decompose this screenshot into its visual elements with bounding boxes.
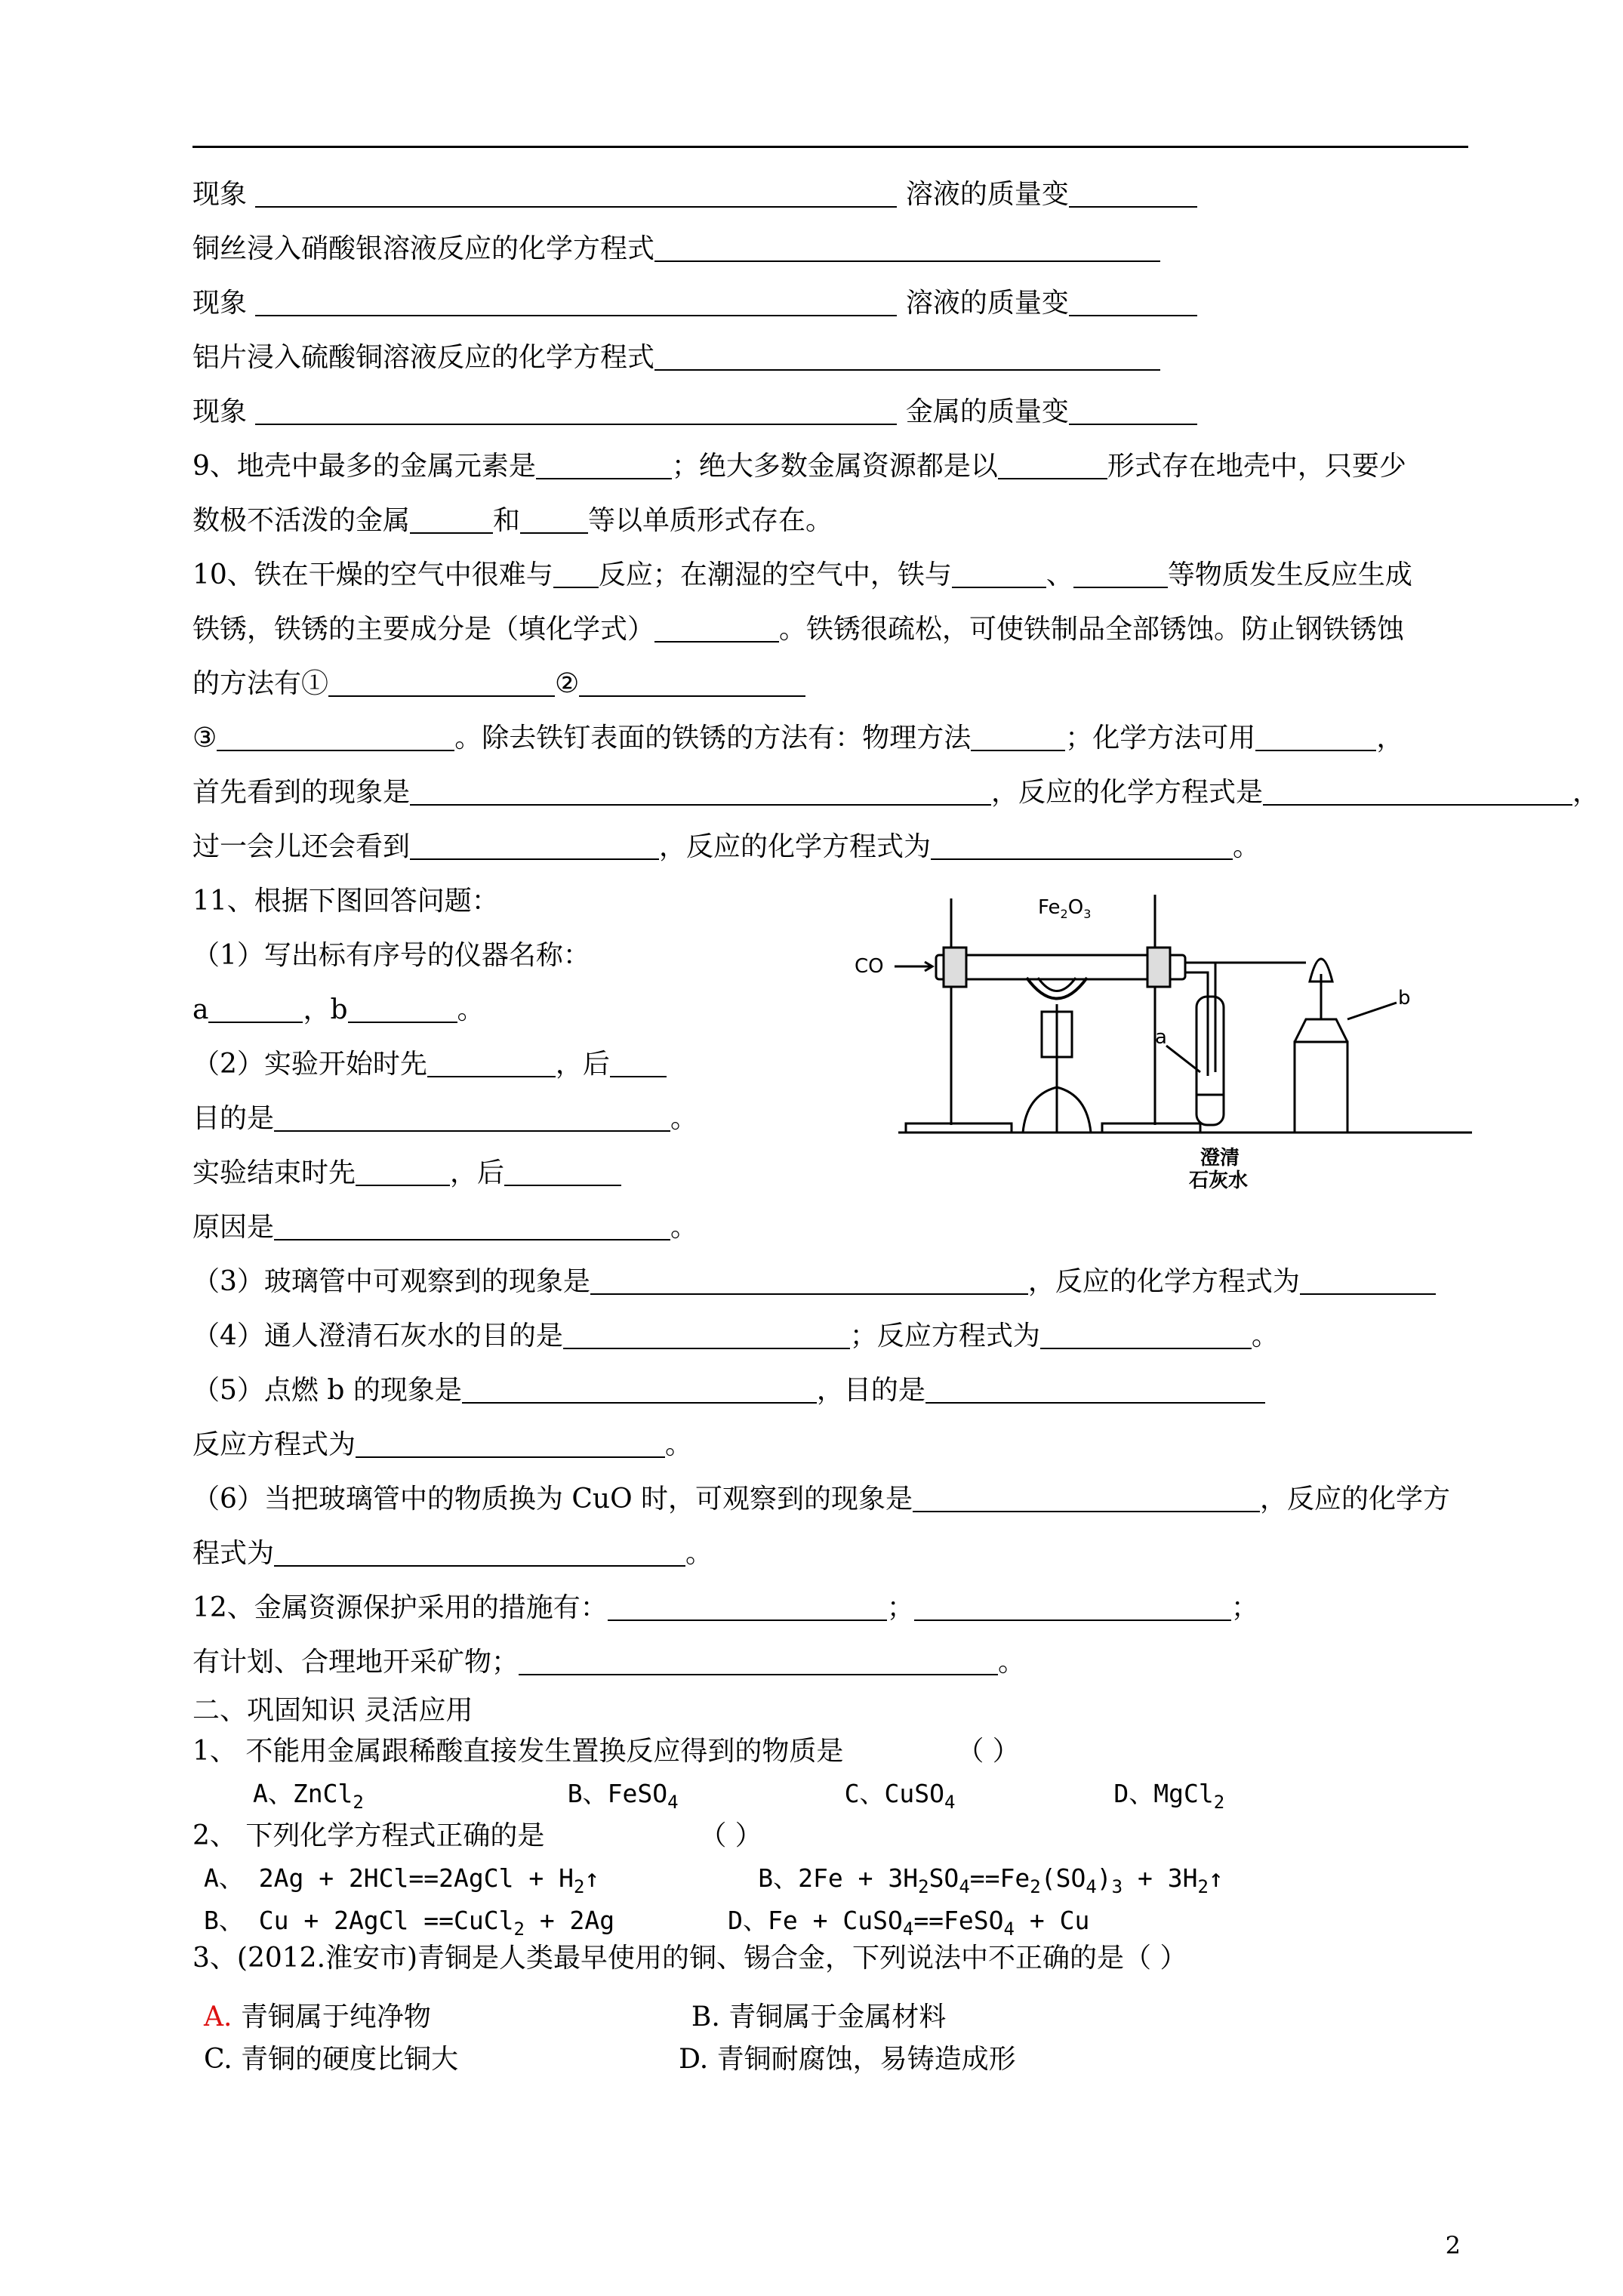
answer-blank[interactable]: [553, 561, 599, 588]
answer-blank[interactable]: [998, 452, 1107, 479]
q10-line-1: 10、铁在干燥的空气中很难与 反应；在潮湿的空气中，铁与 、 等物质发生反应生成: [192, 559, 1412, 590]
answer-blank[interactable]: [208, 996, 303, 1023]
answer-blank[interactable]: [913, 1485, 1260, 1512]
label-co: CO: [855, 955, 884, 978]
option-b[interactable]: B、FeSO$_4$: [567, 1779, 679, 1813]
answer-blank[interactable]: [925, 1376, 1265, 1404]
answer-blank[interactable]: [1069, 398, 1197, 425]
q10-line-3: 的方法有① ②: [192, 667, 805, 701]
choice-q1-stem: 1、 不能用金属跟稀酸直接发生置换反应得到的物质是 （ ）: [192, 1736, 1020, 1767]
option-a[interactable]: A、ZnCl$_2$: [253, 1779, 364, 1813]
answer-blank[interactable]: [563, 1322, 850, 1349]
answer-blank[interactable]: [590, 1268, 1028, 1295]
q11-sub3: （3）玻璃管中可观察到的现象是 ，反应的化学方程式为: [192, 1265, 1436, 1299]
answer-blank[interactable]: [654, 344, 1160, 371]
q9-line-1: 9、地壳中最多的金属元素是 ；绝大多数金属资源都是以 形式存在地壳中，只要少: [192, 451, 1406, 482]
line-cu-agno3-equation: 铜丝浸入硝酸银溶液反应的化学方程式: [192, 233, 1160, 266]
answer-blank[interactable]: [427, 1050, 556, 1077]
answer-blank[interactable]: [255, 398, 897, 425]
answer-blank[interactable]: [971, 724, 1065, 751]
answer-blank[interactable]: [356, 1431, 665, 1458]
answer-blank[interactable]: [1069, 289, 1197, 316]
option-b[interactable]: B、$2Fe + 3H_2SO_4==Fe_2(SO_4)_3$ + $3H_2↑$: [758, 1863, 1224, 1897]
label-limewater-1: 澄清: [1200, 1147, 1240, 1170]
answer-blank[interactable]: [1300, 1268, 1436, 1295]
line-phenomenon-1: 现象 溶液的质量变: [192, 178, 1197, 211]
label-a: a: [1155, 1026, 1167, 1049]
choice-q2-stem: 2、 下列化学方程式正确的是 （ ）: [192, 1820, 762, 1851]
label-limewater-2: 石灰水: [1189, 1170, 1249, 1192]
option-a[interactable]: A、 2Ag + 2HCl==2AgCl + $H_2↑$: [204, 1863, 600, 1897]
answer-blank[interactable]: [1073, 561, 1168, 588]
choice-q2-options-row2: [204, 1904, 1089, 1946]
option-a[interactable]: A. 青铜属于纯净物: [204, 2002, 431, 2032]
choice-q3-options-row2: [204, 2043, 1016, 2076]
answer-blank[interactable]: [255, 180, 897, 208]
section-heading: 二、巩固知识 灵活应用: [192, 1695, 473, 1726]
answer-blank[interactable]: [579, 670, 805, 697]
answer-blank[interactable]: [274, 1105, 670, 1132]
co-reduction-apparatus-diagram: [853, 883, 1480, 1200]
answer-blank[interactable]: [328, 670, 555, 697]
q11-sub6-line2: 程式为 。: [192, 1538, 713, 1569]
q11-sub2-line2: 目的是 。: [192, 1103, 698, 1134]
answer-blank[interactable]: [217, 724, 454, 751]
answer-blank[interactable]: [1263, 778, 1572, 806]
q10-line-6: 过一会儿还会看到 ，反应的化学方程式为 。: [192, 831, 1261, 862]
label-fe2o3: $Fe_2O_3$: [1038, 896, 1092, 921]
option-c[interactable]: C. 青铜的硬度比铜大: [204, 2044, 459, 2075]
option-d[interactable]: D、Fe + CuSO$_4$==FeSO$_4$ + Cu: [728, 1906, 1090, 1940]
answer-blank[interactable]: [914, 1594, 1231, 1621]
answer-blank[interactable]: [410, 833, 659, 860]
q11-sub2-line3: 实验结束时先 ，后: [192, 1157, 621, 1190]
q11-sub4: （4）通人澄清石灰水的目的是 ；反应方程式为 。: [192, 1321, 1279, 1351]
header-rule: [192, 146, 1468, 148]
answer-blank[interactable]: [1255, 724, 1376, 751]
option-d[interactable]: D、MgCl$_2$: [1113, 1779, 1225, 1813]
answer-blank[interactable]: [410, 507, 493, 534]
page-number: 2: [1445, 2231, 1461, 2260]
q10-line-5: 首先看到的现象是 ，反应的化学方程式是 ，: [192, 777, 1600, 808]
q10-line-2: 铁锈，铁锈的主要成分是（填化学式） 。铁锈很疏松，可使铁制品全部锈蚀。防止钢铁锈蚀: [192, 614, 1405, 645]
answer-blank[interactable]: [654, 615, 779, 643]
line-phenomenon-3: 现象 金属的质量变: [192, 396, 1197, 429]
q11-sub6-line1: （6）当把玻璃管中的物质换为 CuO 时，可观察到的现象是 ，反应的化学方: [192, 1484, 1451, 1515]
line-al-cuso4-equation: 铝片浸入硫酸铜溶液反应的化学方程式: [192, 341, 1160, 374]
answer-blank[interactable]: [274, 1213, 670, 1240]
line-phenomenon-2: 现象 溶液的质量变: [192, 287, 1197, 320]
answer-blank[interactable]: [504, 1159, 621, 1186]
q11-sub5-line2: 反应方程式为 。: [192, 1429, 693, 1460]
q11-sub5-line1: （5）点燃 b 的现象是 ，目的是: [192, 1374, 1265, 1407]
choice-q3-options-row1: [204, 2001, 946, 2034]
option-c[interactable]: C、CuSO$_4$: [844, 1779, 956, 1813]
choice-q2-options-row1: [204, 1862, 1224, 1903]
label-b: b: [1398, 987, 1411, 1009]
option-b[interactable]: B. 青铜属于金属材料: [691, 2002, 947, 2032]
option-c[interactable]: B、 Cu + 2AgCl ==CuCl$_2$ + 2Ag: [204, 1906, 615, 1940]
answer-blank[interactable]: [952, 561, 1046, 588]
option-d[interactable]: D. 青铜耐腐蚀，易铸造成形: [679, 2044, 1016, 2075]
choice-q3-stem: 3、(2012.淮安市)青铜是人类最早使用的铜、锡合金，下列说法中不正确的是（ ）: [192, 1943, 1187, 1974]
answer-blank[interactable]: [654, 235, 1160, 262]
q11-sub2-line4: 原因是 。: [192, 1212, 698, 1243]
q12-line-1: 12、金属资源保护采用的措施有： ； ；: [192, 1592, 1258, 1623]
answer-blank[interactable]: [610, 1050, 667, 1077]
answer-blank[interactable]: [608, 1594, 887, 1621]
q9-line-2: 数极不活泼的金属 和 等以单质形式存在。: [192, 505, 833, 536]
answer-blank[interactable]: [519, 1648, 998, 1675]
answer-blank[interactable]: [931, 833, 1233, 860]
answer-blank[interactable]: [348, 996, 457, 1023]
answer-blank[interactable]: [520, 507, 588, 534]
q11-sub1: （1）写出标有序号的仪器名称：: [192, 940, 590, 971]
q10-line-4: ③ 。除去铁钉表面的铁锈的方法有：物理方法 ；化学方法可用 ，: [192, 723, 1404, 754]
answer-blank[interactable]: [1069, 180, 1197, 208]
answer-blank[interactable]: [255, 289, 897, 316]
q12-line-2: 有计划、合理地开采矿物； 。: [192, 1647, 1026, 1678]
answer-blank[interactable]: [462, 1376, 817, 1404]
answer-blank[interactable]: [410, 778, 991, 806]
answer-blank[interactable]: [1040, 1322, 1252, 1349]
choice-q1-options: [253, 1777, 1224, 1819]
answer-blank[interactable]: [356, 1159, 450, 1186]
answer-blank[interactable]: [274, 1539, 685, 1567]
q11-title: 11、根据下图回答问题：: [192, 886, 499, 917]
answer-blank[interactable]: [536, 452, 672, 479]
q11-sub1-answers: a ，b 。: [192, 994, 485, 1025]
q11-sub2-line1: （2）实验开始时先 ，后: [192, 1048, 667, 1081]
